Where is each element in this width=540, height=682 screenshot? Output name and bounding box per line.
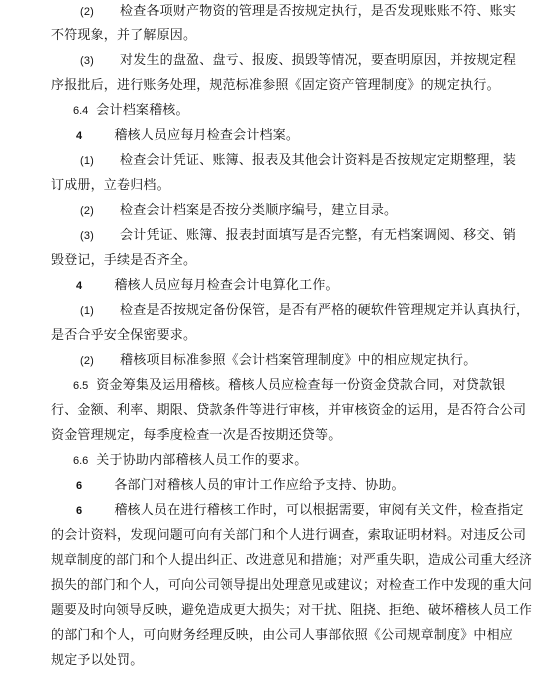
line-text: 稽核项目标准参照《会计档案管理制度》中的相应规定执行。 — [120, 353, 477, 368]
line-text: 的部门和个人，可向财务经理反映，由公司人事部依照《公司规章制度》中相应 — [51, 628, 514, 643]
bullet-marker: 6 — [76, 505, 83, 517]
line-text: 检查是否按规定备份保管，是否有严格的硬软件管理规定并认真执行， — [120, 303, 530, 318]
line-text: 稽核人员在进行稽核工作时，可以根据需要，审阅有关文件，检查指定 — [114, 503, 524, 518]
line-text: 资金筹集及运用稽核。稽核人员应检查每一份资金贷款合同，对贷款银 — [96, 378, 506, 393]
item-number: (2) — [80, 6, 95, 18]
line-text: 序报批后，进行账务处理，规范标准参照《固定资产管理制度》的规定执行。 — [51, 78, 500, 93]
section-number: 6.6 — [73, 455, 89, 467]
line-text: 稽核人员应每月检查会计档案。 — [114, 128, 300, 143]
line-text: 的会计资料，发现问题可向有关部门和个人进行调查，索取证明材料。对违反公司 — [51, 528, 527, 543]
line-text: 各部门对稽核人员的审计工作应给予支持、协助。 — [114, 478, 405, 493]
section-number: 6.5 — [73, 380, 89, 392]
paragraph-line — [76, 278, 339, 294]
line-text: 题要及时向领导反映，避免造成更大损失；对干扰、阻挠、拒绝、破坏稽核人员工作 — [51, 603, 532, 618]
line-text: 是否合乎安全保密要求。 — [51, 328, 197, 343]
line-text: 检查各项财产物资的管理是否按规定执行，是否发现账账不符、账实 — [120, 4, 517, 19]
item-number: (2) — [80, 205, 95, 217]
line-text: 行、金额、利率、期限、贷款条件等进行审核，并审核资金的运用，是否符合公司 — [51, 403, 527, 418]
line-text: 订成册，立卷归档。 — [51, 178, 170, 193]
paragraph-line — [80, 53, 516, 69]
line-text: 资金管理规定，每季度检查一次是否按期还贷等。 — [51, 428, 342, 443]
item-number: (1) — [80, 155, 95, 167]
paragraph-line — [51, 553, 532, 569]
section-heading — [73, 453, 308, 469]
item-number: (2) — [80, 355, 95, 367]
paragraph-line — [51, 28, 196, 44]
item-number: (3) — [80, 230, 95, 242]
line-text: 会计凭证、账簿、报表封面填写是否完整，有无档案调阅、移交、销 — [120, 228, 517, 243]
paragraph-line — [80, 353, 476, 369]
section-heading — [73, 378, 506, 394]
line-text: 稽核人员应每月检查会计电算化工作。 — [114, 278, 339, 293]
line-text: 规定予以处罚。 — [51, 653, 144, 668]
paragraph-line — [76, 503, 524, 519]
paragraph-line — [51, 78, 500, 94]
bullet-marker: 6 — [76, 480, 83, 492]
paragraph-line — [80, 203, 397, 219]
paragraph-line — [80, 153, 516, 169]
line-text: 毁登记，手续是否齐全。 — [51, 253, 197, 268]
paragraph-line — [51, 428, 341, 444]
item-number: (1) — [80, 305, 95, 317]
paragraph-line — [51, 403, 526, 419]
line-text: 不符现象，并了解原因。 — [51, 28, 197, 43]
line-text: 检查会计档案是否按分类顺序编号，建立目录。 — [120, 203, 398, 218]
line-text: 规章制度的部门和个人提出纠正、改进意见和措施；对严重失职，造成公司重大经济 — [51, 553, 532, 568]
paragraph-line — [51, 578, 532, 594]
line-text: 会计档案稽核。 — [96, 103, 189, 118]
section-number: 6.4 — [73, 105, 89, 117]
item-number: (3) — [80, 55, 95, 67]
paragraph-line — [51, 528, 526, 544]
paragraph-line — [51, 628, 513, 644]
paragraph-line — [80, 303, 529, 319]
section-heading — [73, 103, 189, 119]
paragraph-line — [51, 603, 532, 619]
paragraph-line — [51, 178, 170, 194]
paragraph-line — [51, 328, 196, 344]
paragraph-line — [76, 128, 299, 144]
bullet-marker: 4 — [76, 130, 83, 142]
bullet-marker: 4 — [76, 280, 83, 292]
line-text: 损失的部门和个人，可向公司领导提出处理意见或建议；对检查工作中发现的重大问 — [51, 578, 532, 593]
paragraph-line — [51, 253, 196, 269]
paragraph-line — [80, 4, 516, 20]
paragraph-line — [51, 653, 143, 669]
line-text: 对发生的盘盈、盘亏、报废、损毁等情况，要查明原因，并按规定程 — [120, 53, 517, 68]
line-text: 检查会计凭证、账簿、报表及其他会计资料是否按规定定期整理，装 — [120, 153, 517, 168]
paragraph-line — [80, 228, 516, 244]
paragraph-line — [76, 478, 405, 494]
line-text: 关于协助内部稽核人员工作的要求。 — [96, 453, 308, 468]
